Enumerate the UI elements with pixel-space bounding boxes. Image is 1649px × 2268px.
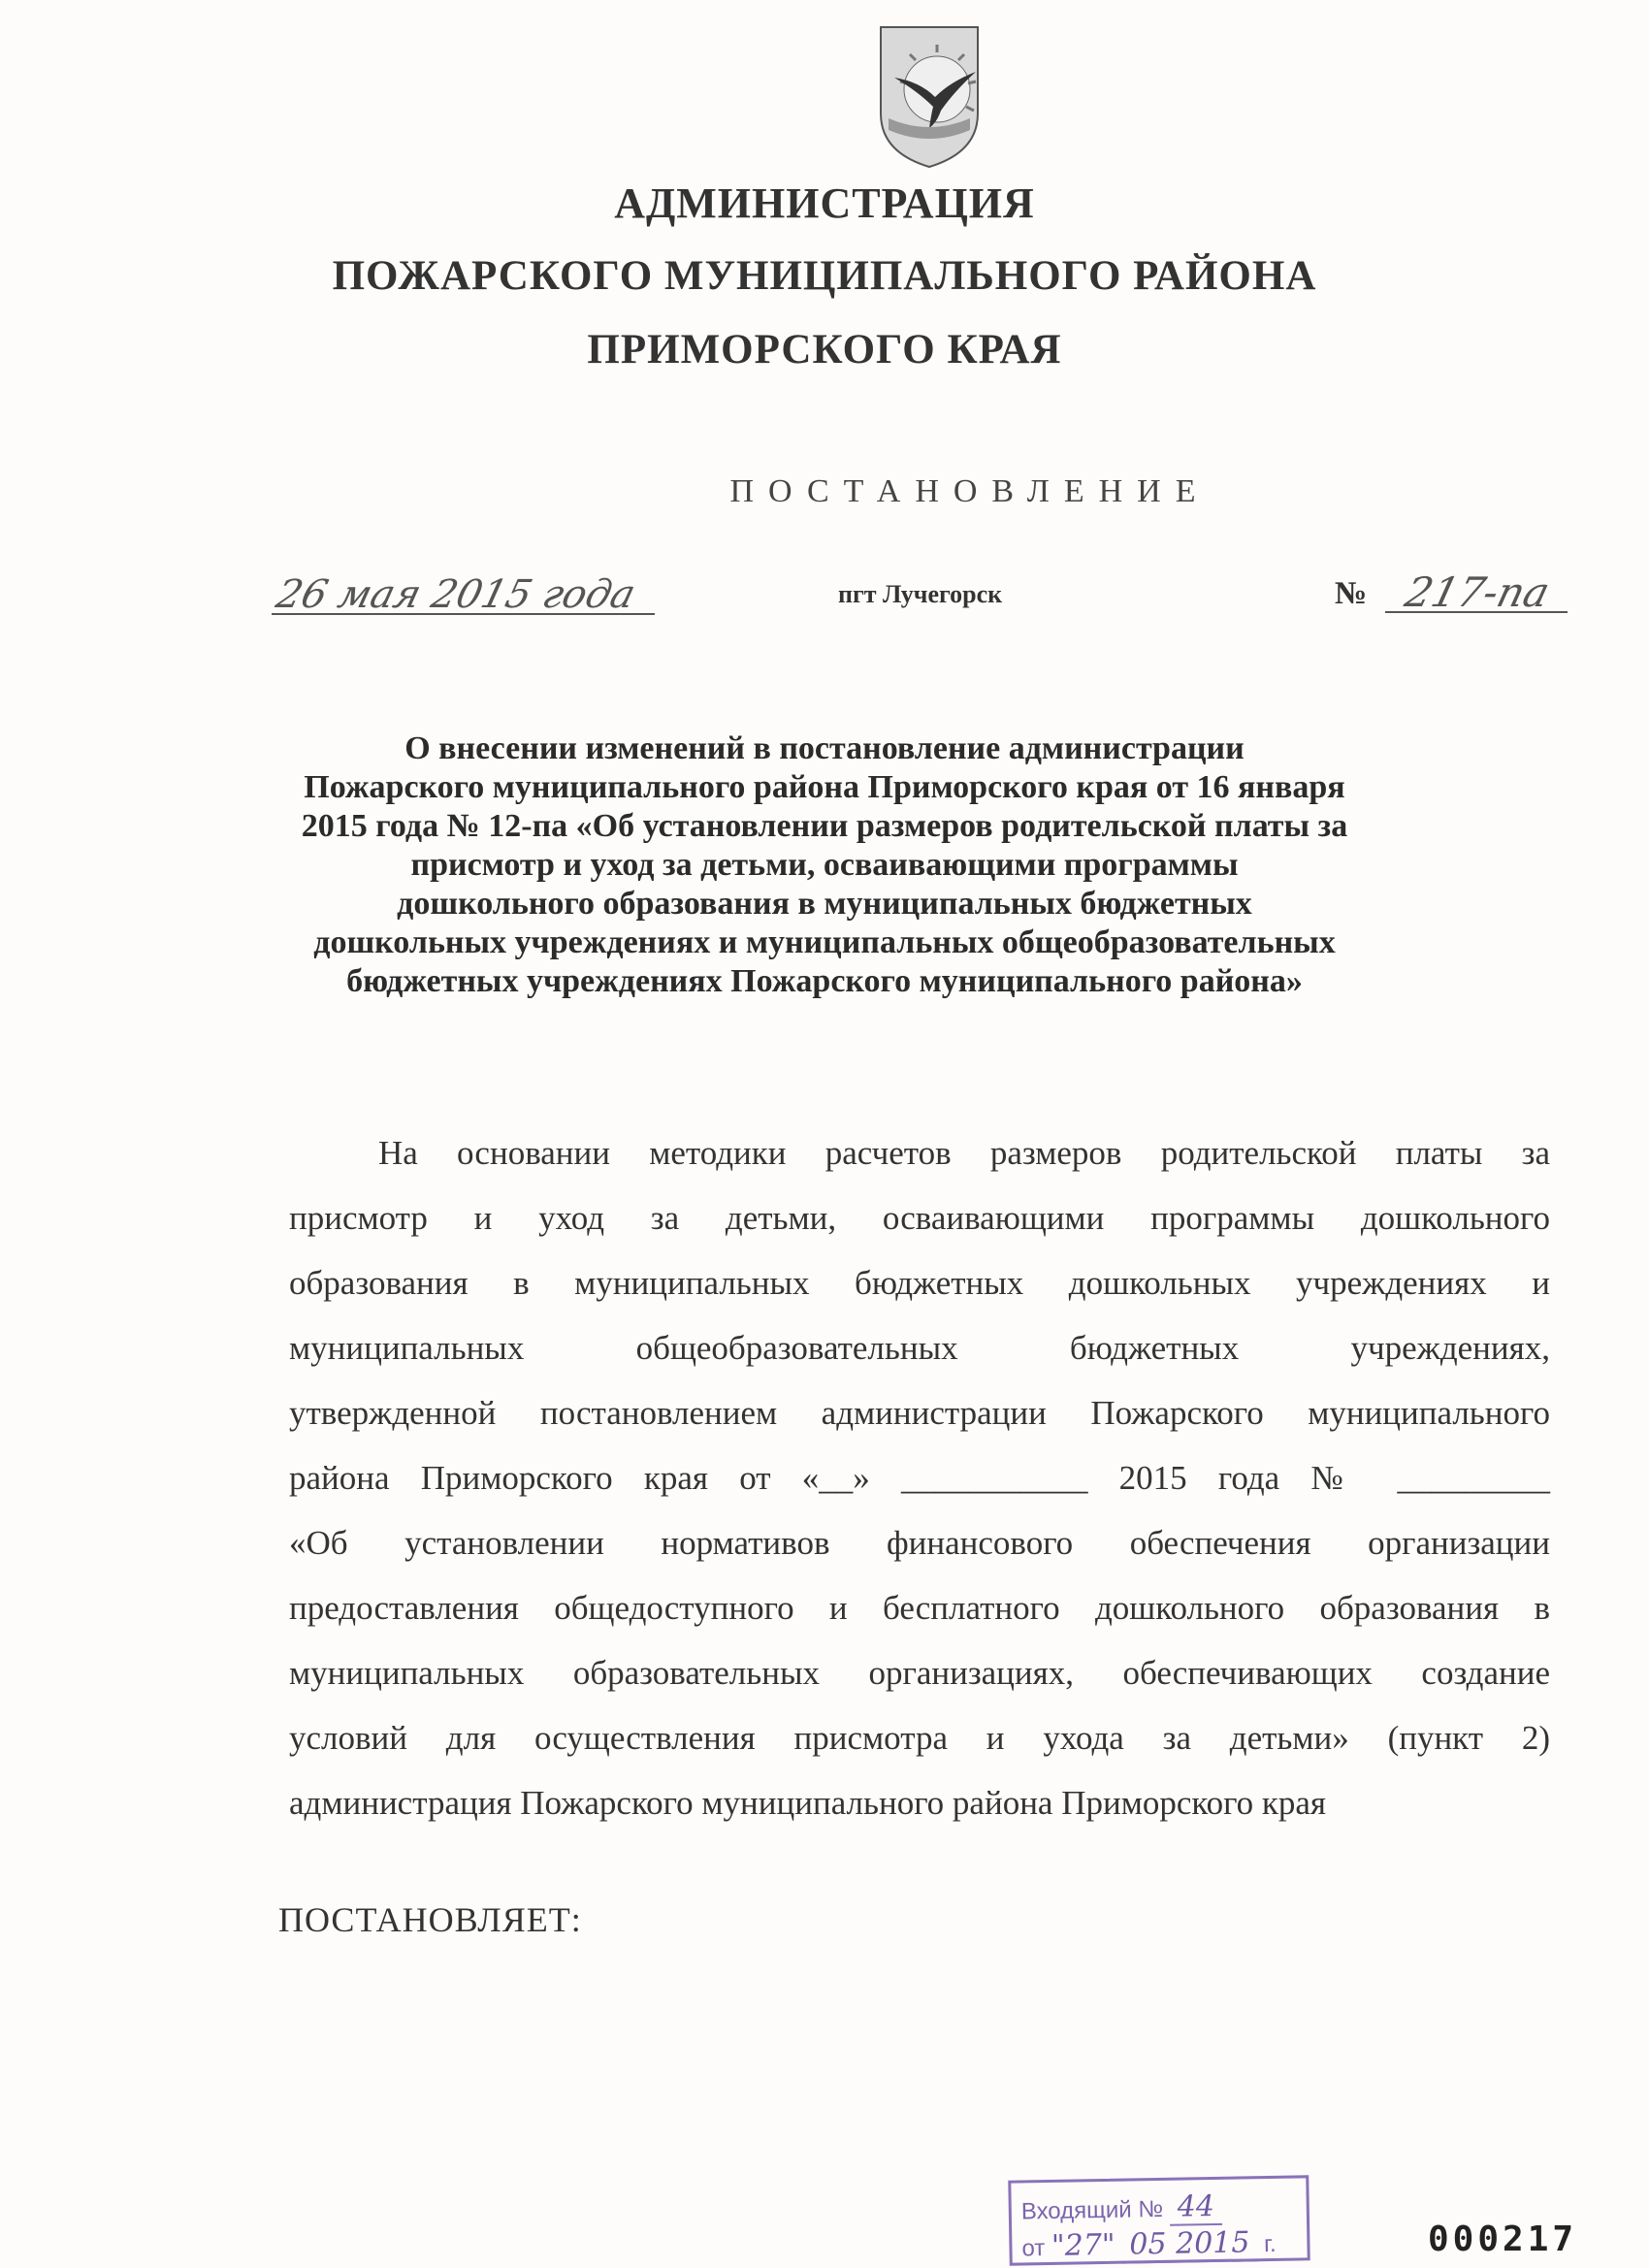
stamp-date-rest: 05 2015 [1129,2225,1250,2262]
body-line: «Об установлении нормативов финансового обеспечения организации [289,1524,1550,1562]
stamp-row-date [1021,2225,1277,2266]
stamp-incoming-number: 44 [1177,2189,1215,2224]
incoming-stamp [1008,2175,1310,2265]
title-line: дошкольных учреждениях и муниципальных общеобразовательных [313,924,1336,960]
stamp-suffix: г. [1263,2230,1277,2258]
body-line: утвержденной постановлением администрации Пожарского муниципального [289,1394,1550,1432]
title-line: дошкольного образования в муниципальных бюджетных [397,886,1252,922]
body-line: присмотр и уход за детьми, осваивающими программы дошкольного [289,1199,1550,1237]
header-line-1: АДМИНИСТРАЦИЯ [614,179,1035,227]
body-line: муниципальных общеобразовательных бюджетных учреждениях, [289,1329,1550,1367]
header-line-2: ПОЖАРСКОГО МУНИЦИПАЛЬНОГО РАЙОНА [332,253,1317,299]
header-line-3: ПРИМОРСКОГО КРАЯ [587,327,1062,373]
date-field [272,570,655,621]
stamp-date-day: "27" [1051,2227,1116,2263]
date-underline [272,613,655,615]
number-underline [1385,611,1568,613]
title-line: О внесении изменений в постановление администрации [404,730,1245,766]
date-handwritten: 26 мая 2015 года [272,572,640,617]
serial-number: 000217 [1428,2219,1578,2259]
body-line: На основании методики расчетов размеров родительской платы за [378,1134,1550,1172]
place-name: пгт Лучегорск [838,580,1003,608]
title-line: Пожарского муниципального района Приморского края от 16 января [304,769,1345,805]
body-line: администрация Пожарского муниципального района Приморского края [289,1784,1327,1822]
number-field [1385,567,1568,621]
stamp-row-number [1020,2189,1222,2229]
document-title [291,729,1358,1001]
stamp-label-incoming: Входящий № [1020,2195,1164,2225]
body-paragraph [289,1120,1550,1835]
title-line: 2015 года № 12-па «Об установлении размеров родительской платы за [301,808,1348,844]
body-line: предоставления общедоступного и бесплатного дошкольного образования в [289,1589,1550,1627]
body-line: образования в муниципальных бюджетных дошкольных учреждениях и [289,1264,1550,1302]
number-handwritten: 217-па [1400,568,1555,616]
title-line: присмотр и уход за детьми, осваивающими программы [410,847,1239,883]
body-line: муниципальных образовательных организациях, обеспечивающих создание [289,1654,1550,1692]
body-line: района Приморского края от «__» ___________ 2015 года № _________ [289,1459,1550,1497]
number-sign: № [1335,576,1368,611]
stamp-label-from: от [1021,2235,1046,2262]
swallow-coat-of-arms-icon [861,21,997,172]
document-type: ПОСТАНОВЛЕНИЕ [729,473,1211,509]
body-line: условий для осуществления присмотра и ухода за детьми» (пункт 2) [289,1719,1550,1757]
title-line: бюджетных учреждениях Пожарского муниципального района» [346,963,1303,999]
decree-word: ПОСТАНОВЛЯЕТ: [278,1900,582,1939]
